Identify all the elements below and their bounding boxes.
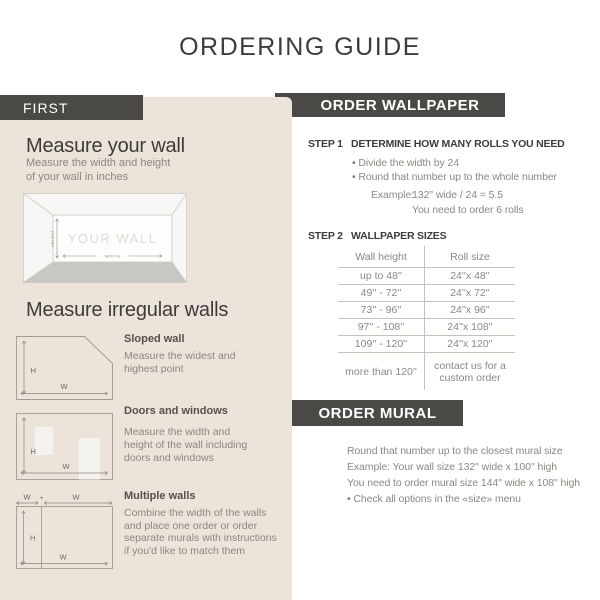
table-cell-height: 97'' - 108'' [338,319,425,335]
multiple-walls-diagram [16,489,113,569]
measure-wall-subtext-line1: Measure the width and height [26,157,171,169]
multiple-w1-label: W [23,492,31,502]
table-row [338,353,515,390]
doors-h-label: H [30,447,36,456]
doors-windows-line2: height of the wall including [124,439,248,451]
mural-line1: Round that number up to the closest mural size [347,445,563,457]
step2-heading: WALLPAPER SIZES [351,230,447,242]
order-mural-header-label: ORDER MURAL [318,404,437,422]
measure-wall-heading: Measure your wall [26,135,185,157]
irregular-walls-heading: Measure irregular walls [26,299,229,321]
order-wallpaper-header-label: ORDER WALLPAPER [320,96,480,114]
table-row [338,268,515,285]
table-row [338,336,515,353]
multiple-plus-label: + [39,495,44,502]
doors-windows-line1: Measure the width and [124,426,231,438]
mural-text [347,443,580,491]
table-cell-size: 24''x 120'' [447,338,493,350]
page-title: ORDERING GUIDE [179,33,421,61]
mural-bullet: • Check all options in the «size» menu [347,492,600,506]
table-cell-size: 24''x 72'' [450,287,490,299]
mural-line2: Example: Your wall size 132'' wide x 100'' high [347,461,557,473]
doors-windows-diagram [16,413,113,480]
table-row [338,302,515,319]
table-cell-height: 49'' - 72'' [338,285,425,301]
multiple-h-label: H [30,533,36,543]
sloped-wall-diagram [16,336,113,400]
multiple-walls-line1: Combine the width of the walls [124,507,267,519]
step1-example-note: You need to order 6 rolls [412,204,524,216]
step1-label: STEP 1 [308,138,343,150]
table-cell-height: up to 48'' [338,268,425,284]
table-cell-size: 24''x 48'' [450,270,490,282]
table-row [338,285,515,302]
step1-example-value: 132'' wide / 24 = 5.5 [412,189,503,201]
table-cell-height: 109'' - 120'' [338,336,425,352]
height-axis-label: HEIGHT [50,229,55,248]
multiple-w-bottom-label: W [59,552,67,562]
doors-windows-line3: doors and windows [124,452,214,464]
wall-perspective-diagram [23,193,187,283]
step1-heading: DETERMINE HOW MANY ROLLS YOU NEED [351,138,565,150]
multiple-walls-line3: separate murals with instructions [124,532,277,545]
sloped-h-label: H [30,366,36,375]
step1-bullet2: • Round that number up to the whole number [352,170,557,184]
sloped-wall-title: Sloped wall [124,333,185,345]
table-header-wall-height: Wall height [338,246,425,267]
multiple-walls-line4: if you'd like to match them [124,544,246,557]
step2-label: STEP 2 [308,230,343,242]
sloped-w-label: W [60,382,68,391]
table-cell-height: more than 120'' [338,353,425,390]
sloped-wall-line2: highest point [124,363,184,375]
step1-example-label: Example: [371,189,414,201]
measure-wall-subtext [26,157,170,184]
table-cell-size: 24''x 96'' [450,304,490,316]
measure-wall-subtext-line2: of your wall in inches [26,170,129,183]
wallpaper-sizes-table [338,246,515,390]
your-wall-watermark: YOUR WALL [67,231,158,246]
multiple-walls-title: Multiple walls [124,490,196,502]
doors-windows-title: Doors and windows [124,405,228,417]
width-axis-label: WIDTH [104,253,121,259]
table-header-roll-size: Roll size [450,250,490,263]
step1-bullets [352,156,557,184]
sloped-wall-line1: Measure the widest and [124,350,236,362]
sloped-wall-text [124,350,235,376]
table-cell-size: 24''x 108'' [447,321,493,333]
multiple-w2-label: W [72,492,80,502]
multiple-walls-text [124,507,277,557]
order-wallpaper-header [275,93,505,117]
order-mural-header [292,400,463,426]
table-cell-height: 73'' - 96'' [338,302,425,318]
mural-line3: You need to order mural size 144'' wide x 108'' high [347,477,580,489]
doors-windows-text [124,426,247,465]
first-header [0,95,143,120]
step1-bullet1: • Divide the width by 24 [352,156,557,170]
table-cell-size: contact us for a custom order [434,359,506,384]
table-row [338,319,515,336]
table-header-row [338,246,515,268]
first-header-label: FIRST [23,99,69,116]
doors-w-label: W [62,462,70,471]
multiple-walls-line2: and place one order or order [124,519,258,532]
